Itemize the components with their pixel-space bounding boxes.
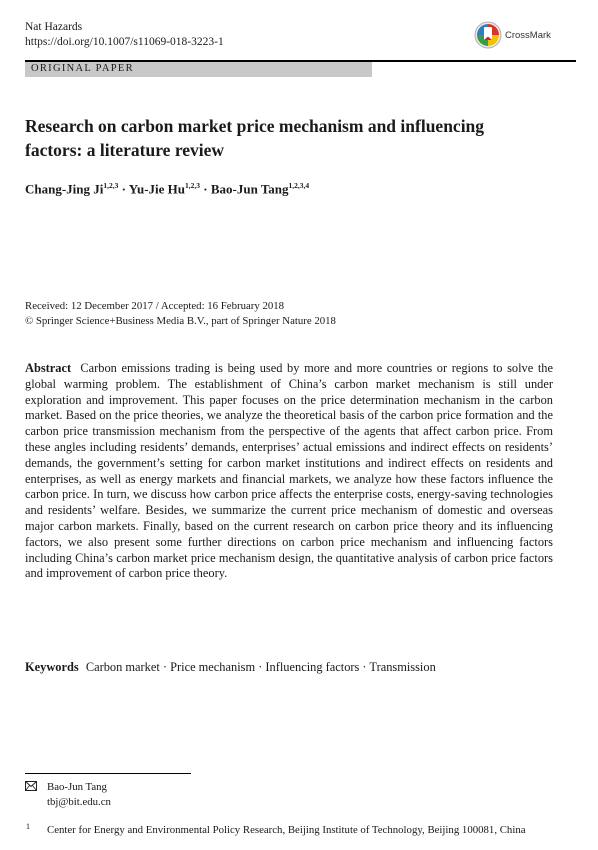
keywords-label: Keywords (25, 660, 79, 674)
envelope-icon (25, 781, 37, 791)
crossmark-label: CrossMark (505, 29, 551, 41)
footnote-rule (25, 773, 191, 774)
copyright-line: © Springer Science+Business Media B.V., part of Springer Nature 2018 (25, 315, 336, 327)
corresponding-author-name: Bao-Jun Tang (47, 781, 107, 793)
author-name[interactable]: Yu-Jie Hu (128, 181, 185, 197)
received-accepted-dates: Received: 12 December 2017 / Accepted: 16 February 2018 (25, 300, 285, 312)
paper-title: Research on carbon market price mechanism and influencing factors: a literature review (25, 116, 485, 160)
author-affiliation-marker: 1,2,3 (103, 181, 119, 190)
abstract-label: Abstract (25, 361, 72, 375)
author-list (25, 181, 309, 197)
corresponding-author-email[interactable]: tbj@bit.edu.cn (47, 796, 111, 808)
article-type-label: ORIGINAL PAPER (31, 63, 134, 74)
affiliation-text: Center for Energy and Environmental Policy Research, Beijing Institute of Technology, Beijing 100081, China (47, 824, 526, 836)
crossmark-badge[interactable] (474, 18, 574, 52)
doi-link[interactable]: https://doi.org/10.1007/s11069-018-3223-1 (25, 36, 224, 48)
keywords (25, 659, 565, 675)
keywords-text: Carbon market · Price mechanism · Influencing factors · Transmission (85, 660, 436, 674)
author-affiliation-marker: 1,2,3 (185, 181, 200, 190)
crossmark-icon (474, 21, 502, 49)
author-name[interactable]: Chang-Jing Ji (25, 181, 104, 197)
abstract-text: Carbon emissions trading is being used by more and more countries or regions to solve the global warming problem. The establishment of China’s carbon market mechanism is still under exploration and improvement. This paper focuses on the price determination mechanism in the carbon market. Based on the price theories, we analyze the theoretical basis of the carbon price formation and the carbon price transmission mechanism from the perspective of the agents that affect carbon price. From these angles including residents’ demands, enterprises’ actual emissions and indirect effects on residents’ demands, the government’s setting for carbon market institutions and indirect effects on residents and enterprises, as well as energy markets and financial markets, we analyze how these factors influence the carbon price. In turn, we discuss how carbon price affects the enterprise costs, energy-saving technologies and residents’ welfare. Besides, we summarize the current price mechanism of domestic and overseas major carbon markets. Finally, based on the current research on carbon price theory and its influencing factors, we also present some further directions on carbon price mechanism and influencing factors including China’s carbon market price mechanism design, the quantitative analysis of carbon price factors and improvement of carbon price theory. (25, 361, 553, 581)
author-name[interactable]: Bao-Jun Tang (210, 181, 289, 197)
abstract (25, 361, 553, 582)
article-type-banner (25, 62, 372, 77)
author-separator: · (121, 181, 126, 197)
author-separator: · (203, 181, 208, 197)
journal-name: Nat Hazards (25, 21, 83, 33)
affiliation-number: 1 (26, 822, 30, 831)
author-affiliation-marker: 1,2,3,4 (288, 181, 310, 190)
